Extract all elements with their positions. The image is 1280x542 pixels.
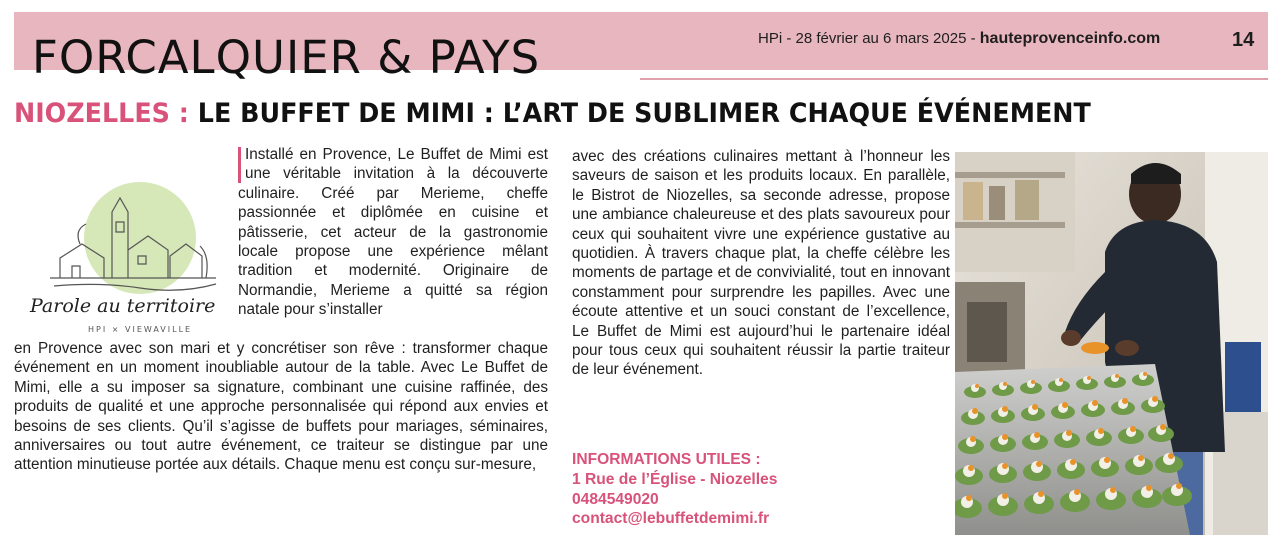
issue-info	[758, 30, 1160, 48]
logo-subtitle: HPI × VIEWAVILLE	[88, 325, 193, 334]
parole-au-territoire-logo	[20, 160, 234, 350]
section-title: FORCALQUIER & PAYS	[32, 31, 541, 84]
article-column-1-top	[238, 145, 548, 320]
site-link[interactable]: hauteprovenceinfo.com	[979, 30, 1161, 47]
logo-script-text: Parole au territoire	[30, 295, 216, 317]
paragraph-2: avec des créations culinaires mettant à l’honneur les saveurs de saison et les produits locaux. En parallèle, le Bistrot de Niozelles, sa seconde adresse, propose une ambiance chaleureuse et des plats savoureux pour ceux qui souhaitent vivre une expérience gustative au quotidien. À travers chaque plat, la cheffe célèbre les moments de partage et de convivialité, tout en innovant constamment pour surprendre les papilles. Avec une écoute attentive et un souci constant de l’excellence, Le Buffet de Mimi est aujourd’hui le partenaire idéal pour tous ceux qui souhaitent réussir la partie traiteur de leur événement.	[572, 148, 950, 379]
info-box	[572, 450, 950, 529]
article-column-2	[572, 147, 950, 380]
info-email[interactable]: contact@lebuffetdemimi.fr	[572, 510, 770, 528]
issue-date: HPi - 28 février au 6 mars 2025 -	[758, 30, 980, 47]
logo-circle	[84, 182, 196, 294]
header-divider	[640, 78, 1268, 80]
info-address: 1 Rue de l’Église - Niozelles	[572, 470, 778, 488]
page-number: 14	[1232, 29, 1255, 51]
headline-title: LE BUFFET DE MIMI : L’ART DE SUBLIMER CHAQUE ÉVÉNEMENT	[197, 98, 1091, 129]
info-heading: INFORMATIONS UTILES :	[572, 451, 761, 468]
info-phone[interactable]: 0484549020	[572, 490, 659, 508]
paragraph-1-end: en Provence avec son mari et y concrétiser son rêve : transformer chaque événement en un moment inoubliable autour de la table. Avec Le Buffet de Mimi, elle a su imposer sa signature, combinant une cuisine raffinée, des produits de qualité et une approche personnalisée qui répond aux envies et besoins de ses clients. Qu’il s’agisse de buffets pour mariages, séminaires, anniversaires ou tout autre événement, ce traiteur se distingue par une attention minutieuse portée aux détails. Chaque menu est conçu sur-mesure,	[14, 340, 548, 474]
headline-kicker: NIOZELLES :	[14, 98, 198, 129]
dropcap-mark	[238, 147, 241, 183]
article-column-1-bottom	[14, 339, 548, 475]
paragraph-1-start: Installé en Provence, Le Buffet de Mimi est une véritable invitation à la découverte culinaire. Créé par Merieme, cheffe passionnée et diplômée en cuisine et pâtisserie, cet acteur de la gastronomie locale propose une expérience mêlant tradition et modernité. Originaire de Normandie, Merieme a quitté sa région natale pour s’installer	[238, 146, 548, 319]
article-headline	[14, 94, 1091, 134]
chef-photo	[955, 152, 1268, 535]
